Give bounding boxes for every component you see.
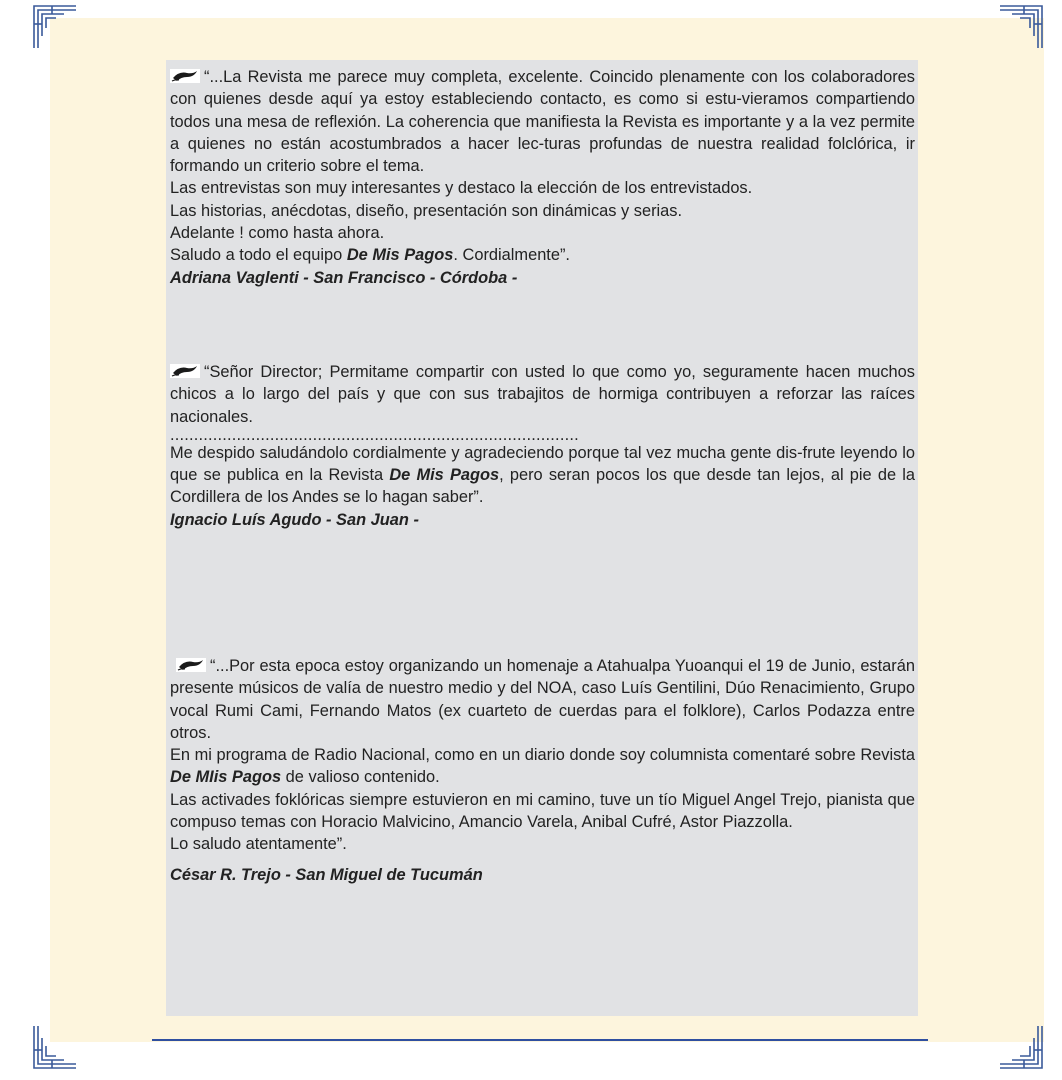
letter-2-ellipsis: ......................................................................................: [170, 425, 579, 444]
letter-1-paragraph-2: Las entrevistas son muy interesantes y destaco la elección de los entrevistados.: [170, 179, 753, 198]
letter-1-closing: Saludo a todo el equipo De Mis Pagos. Cordialmente”.: [170, 246, 570, 265]
greek-key-corner-icon: [998, 2, 1046, 50]
letter-3-radio: En mi programa de Radio Nacional, como en un diario donde soy columnista comentaré sobre Revista De MIis Pagos de valioso contenido.: [170, 746, 915, 787]
quill-pen-icon: [176, 658, 206, 672]
letter-3-signature: César R. Trejo - San Miguel de Tucumán: [170, 865, 483, 884]
magazine-name: De MIis Pagos: [170, 768, 282, 787]
letter-2-body: Me despido saludándolo cordialmente y agradeciendo porque tal vez mucha gente dis-frute leyendo lo que se publica en la Revista De Mis Pagos, pero seran pocos los que desde tan lejos, al pie de la Cordillera de los Andes se lo hagan saber”.: [170, 443, 915, 507]
letter-1: [170, 66, 915, 289]
bottom-rule: [152, 1039, 928, 1041]
letter-1-paragraph-3: Las historias, anécdotas, diseño, presentación son dinámicas y serias.: [170, 201, 683, 220]
letter-3-closing: Lo saludo atentamente”.: [170, 835, 347, 854]
greek-key-corner-icon: [30, 2, 78, 50]
greek-key-corner-icon: [998, 1024, 1046, 1072]
letter-3-paragraph-3: Las activades foklóricas siempre estuvieron en mi camino, tuve un tío Miguel Angel Trejo, pianista que compuso temas con Horacio Malvicino, Amancio Varela, Anibal Cufré, Astor Piazzolla.: [170, 790, 915, 832]
magazine-name: De Mis Pagos: [389, 466, 500, 485]
letter-1-signature: Adriana Vaglenti - San Francisco - Córdoba -: [170, 268, 518, 287]
greek-key-corner-icon: [30, 1024, 78, 1072]
magazine-name: De Mis Pagos: [346, 246, 454, 265]
letter-2-signature: Ignacio Luís Agudo - San Juan -: [170, 510, 419, 529]
letter-2: [170, 361, 915, 531]
quill-pen-icon: [170, 364, 200, 378]
letter-1-paragraph-4: Adelante ! como hasta ahora.: [170, 224, 385, 243]
letter-1-paragraph-1: “...La Revista me parece muy completa, excelente. Coincido plenamente con los colaboradores con quienes desde aquí ya estoy estableciendo contacto, es como si estu-vieramos compartiendo todos una mesa de reflexión. La coherencia que manifiesta la Revista es importante y a la vez permite a quienes no están acostumbrados a hacer lec-turas profundas de nuestra realidad folclórica, ir formando un criterio sobre el tema.: [170, 68, 915, 176]
letter-2-intro: “Señor Director; Permitame compartir con usted lo que como yo, seguramente hacen muchos chicos a lo largo del país y que con sus trabajitos de hormiga contribuyen a reforzar las raíces nacionales.: [170, 363, 915, 426]
letter-3: [170, 655, 915, 886]
quill-pen-icon: [170, 69, 200, 83]
letter-3-intro: “...Por esta epoca estoy organizando un homenaje a Atahualpa Yuoanqui el 19 de Junio, estarán presente músicos de valía de nuestro medio y del NOA, caso Luís Gentilini, Dúo Renacimiento, Grupo vocal Rumi Cami, Fernando Matos (ex cuarteto de cuerdas para el folklore), Carlos Podazza entre otros.: [170, 657, 915, 742]
